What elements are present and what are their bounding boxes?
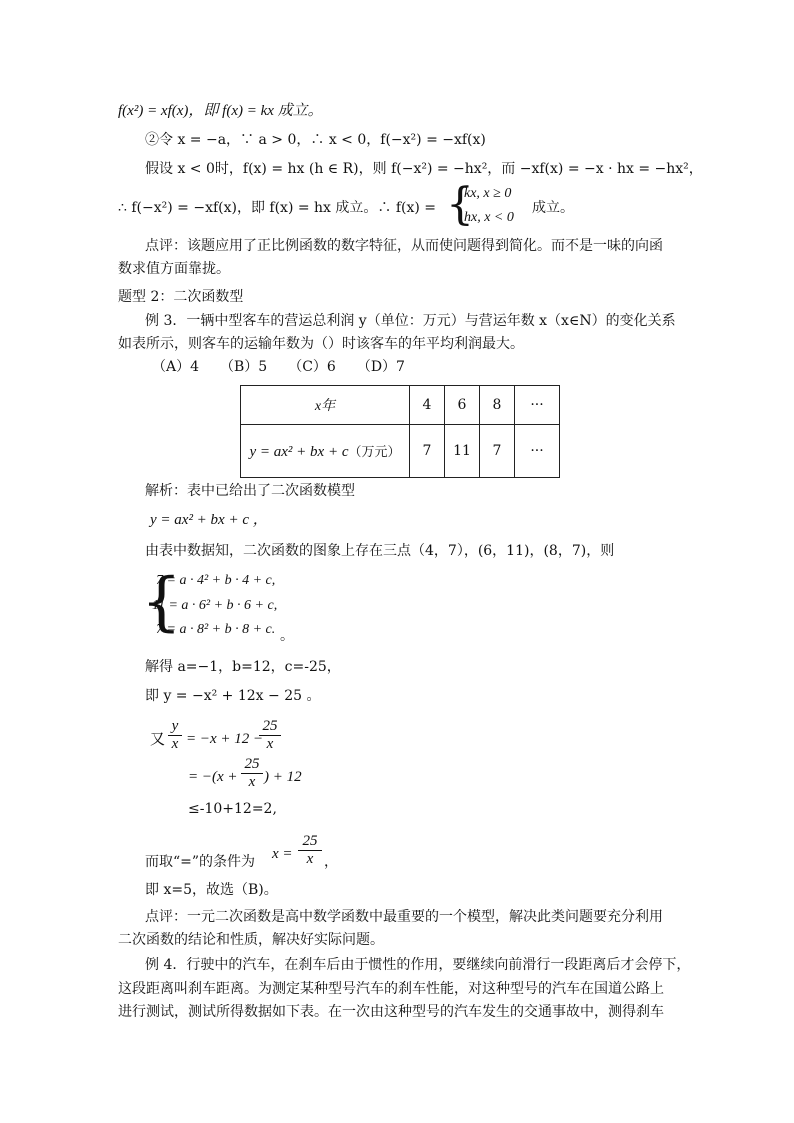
fraction-denominator: x <box>298 850 322 868</box>
table-cell: 8 <box>480 386 515 425</box>
piecewise-case-2: hx, x < 0 <box>464 210 514 225</box>
system-eq-2: 11 = a · 6² + b · 6 + c, <box>152 598 278 613</box>
again-label: 又 <box>150 730 166 748</box>
comment-2-line-2: 二次函数的结论和性质，解决好实际问题。 <box>118 932 384 948</box>
system-brace: { <box>141 565 182 639</box>
example-3-line-1: 例 3．一辆中型客车的营运总利润 y（单位：万元）与营运年数 x（x∈N）的变化关系 <box>145 313 676 329</box>
fraction-numerator: y <box>171 718 179 734</box>
fraction-numerator: 25 <box>262 718 278 734</box>
result-line: 即 y = −x² + 12x − 25 。 <box>145 688 321 704</box>
table-row <box>241 386 560 425</box>
derivation-step-2a: = −(x + <box>188 769 238 785</box>
table-cell: 11 <box>445 425 480 478</box>
table-cell: ··· <box>515 386 560 425</box>
derivation-step-2b: ) + 12 <box>264 769 302 785</box>
system-end: 。 <box>280 628 294 644</box>
table-cell: 7 <box>480 425 515 478</box>
condition-equation: x = <box>272 846 293 862</box>
table-cell: 4 <box>410 386 445 425</box>
system-eq-3: 7 = a · 8² + b · 8 + c. <box>156 622 276 637</box>
derivation-step-1: = −x + 12 − <box>186 731 264 747</box>
equation-line-4-end: 成立。 <box>532 200 574 216</box>
fraction-denominator: x <box>168 735 182 753</box>
derivation-step-3: ≤-10+12=2, <box>188 801 277 817</box>
model-equation: y = ax² + bx + c ， <box>150 512 268 528</box>
equation-line-4: ∴ f(−x²) = −xf(x)，即 f(x) = hx 成立。∴ f(x) = <box>118 200 437 216</box>
table-row <box>241 425 560 478</box>
example-4-line-2: 这段距离叫刹车距离。为测定某种型号汽车的刹车性能，对这种型号的汽车在国道公路上 <box>118 981 664 997</box>
analysis-line: 解析：表中已给出了二次函数模型 <box>145 483 355 499</box>
table-cell <box>241 425 410 478</box>
equation-line-3: 假设 x < 0时，f(x) = hx (h ∈ R)，则 f(−x²) = −hx²，而 −xf(x) = −x · hx = −hx²， <box>145 161 703 177</box>
example-4-line-1: 例 4．行驶中的汽车，在刹车后由于惯性的作用，要继续向前滑行一段距离后才会停下， <box>145 957 691 973</box>
fraction-y-over-x <box>168 718 182 753</box>
example-3-line-2: 如表所示，则客车的运输年数为（）时该客车的年平均利润最大。 <box>118 336 524 352</box>
system-eq-1: 7 = a · 4² + b · 4 + c, <box>156 573 276 588</box>
answer-options: （A）4 （B）5 （C）6 （D）7 <box>152 359 405 375</box>
table-cell: x年 <box>241 386 410 425</box>
choose-line: 即 x=5，故选（B)。 <box>145 882 278 898</box>
solution-line: 解得 a=−1，b=12，c=-25， <box>145 659 341 675</box>
comment-1-line-1: 点评：该题应用了正比例函数的数字特征，从而使问题得到简化。而不是一味的向函 <box>145 238 663 254</box>
fraction-25-over-x <box>298 833 322 868</box>
comment-1-line-2: 数求值方面靠拢。 <box>118 261 230 277</box>
section-title: 题型 2：二次函数型 <box>118 289 244 305</box>
fraction-denominator: x <box>259 735 281 753</box>
unit-label: （万元） <box>348 445 401 460</box>
piecewise-brace: { <box>446 179 474 230</box>
fraction-denominator: x <box>241 773 263 791</box>
table-cell: 6 <box>445 386 480 425</box>
table-cell: ··· <box>515 425 560 478</box>
fraction-numerator: 25 <box>244 756 260 772</box>
condition-line: 而取“=”的条件为 <box>145 854 256 870</box>
data-table <box>240 385 560 478</box>
piecewise-case-1: kx, x ≥ 0 <box>464 186 512 201</box>
condition-end: ， <box>324 854 338 870</box>
equation-line-1: f(x²) = xf(x)，即 f(x) = kx 成立。 <box>118 103 323 119</box>
points-line: 由表中数据知，二次函数的图象上存在三点（4，7），(6，11)，(8，7)，则 <box>145 543 615 559</box>
fraction-25-over-x <box>241 756 263 791</box>
fraction-numerator: 25 <box>302 833 318 849</box>
table-cell: 7 <box>410 425 445 478</box>
model-formula: y = ax² + bx + c <box>249 444 349 460</box>
equation-line-2: ②令 x = −a，∵ a > 0，∴ x < 0，f(−x²) = −xf(x) <box>145 132 486 148</box>
example-4-line-3: 进行测试，测试所得数据如下表。在一次由这种型号的汽车发生的交通事故中，测得刹车 <box>118 1004 664 1020</box>
fraction-25-over-x <box>259 718 281 753</box>
comment-2-line-1: 点评：一元二次函数是高中数学函数中最重要的一个模型，解决此类问题要充分利用 <box>145 909 663 925</box>
